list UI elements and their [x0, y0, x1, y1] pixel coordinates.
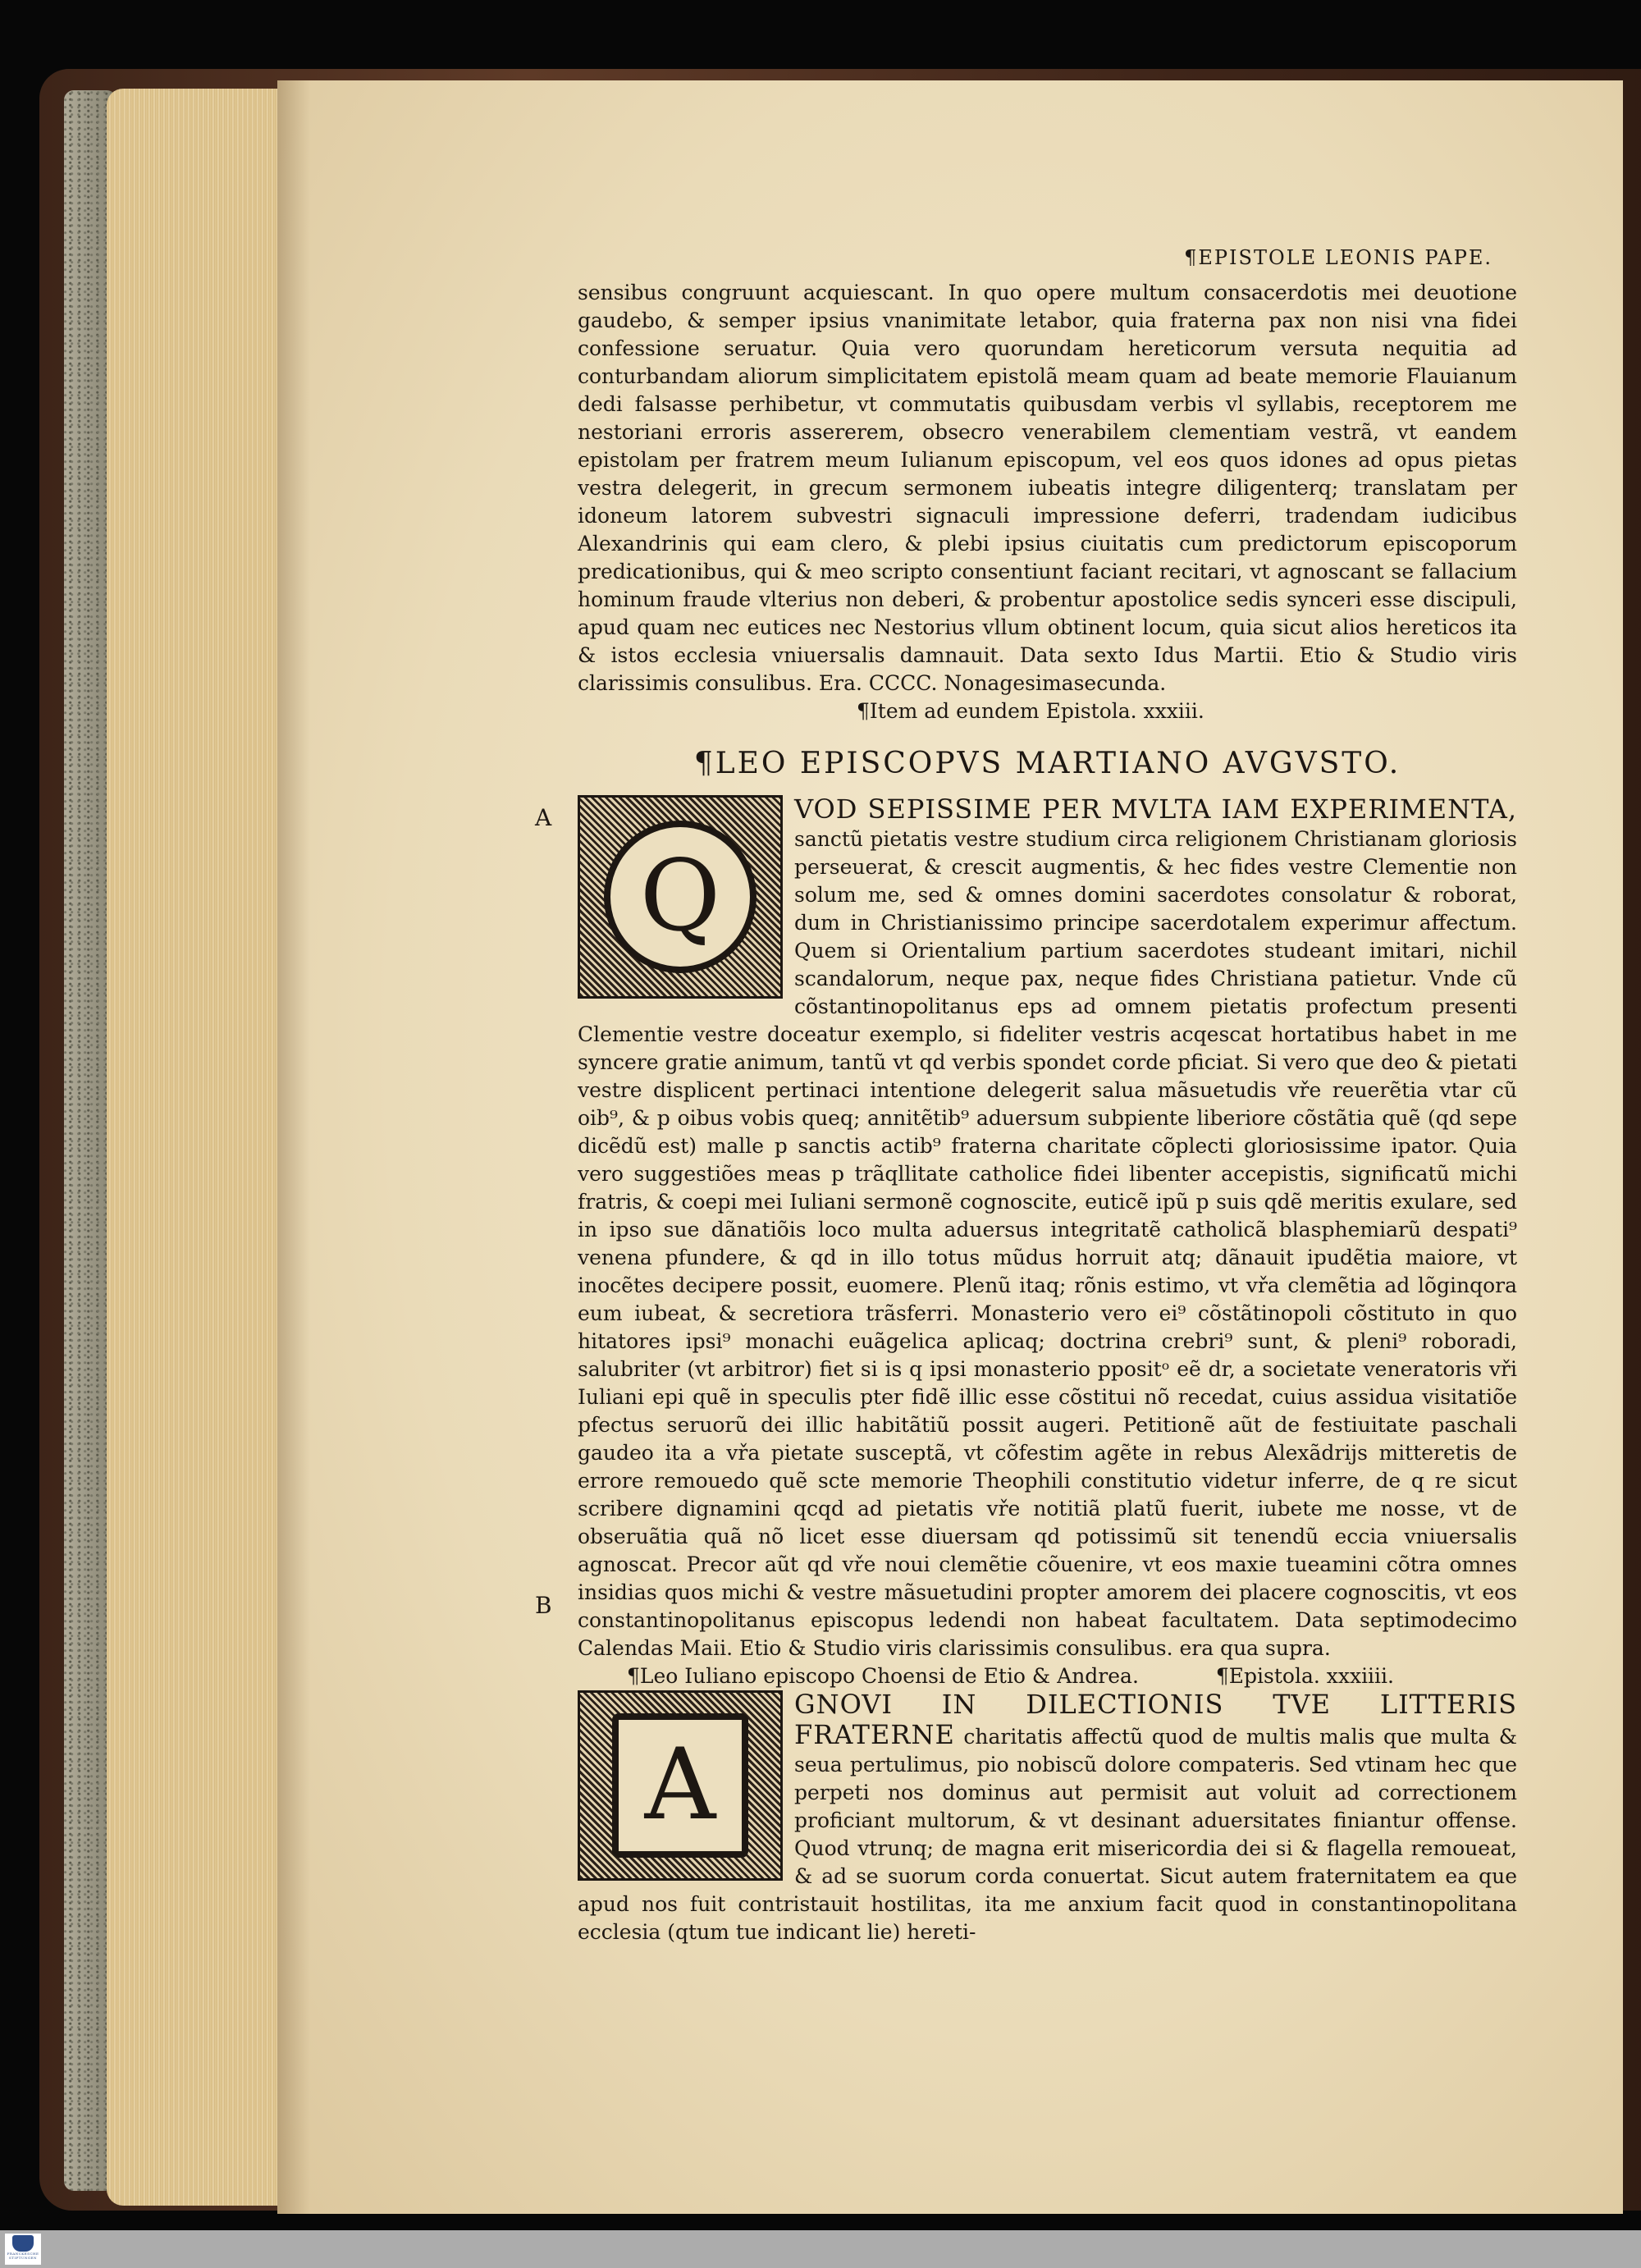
initial-letter-a: A	[644, 1728, 716, 1842]
page-edges	[107, 89, 281, 2206]
margin-marker-b: B	[535, 1592, 552, 1619]
letter-a-lead: VOD SEPISSIME PER MVLTA IAM EXPERIMENTA,	[794, 793, 1517, 825]
library-emblem-icon	[12, 2235, 34, 2252]
letter-a	[578, 795, 1517, 1662]
letter-b	[578, 1690, 1517, 1946]
library-logo[interactable]	[5, 2234, 41, 2265]
epistle-continuation-text: sensibus congruunt acquiescant. In quo opere multum consacerdotis mei deuotione gaudebo, & semper ipsius vnanimitate letabor, quia fraterna pax non nisi vna fidei confessione seruatur. Quia vero quorundam hereticorum versuta nequitia ad conturbandam aliorum simplicitatem epistolã meam quam ad beate memorie Flauianum dedi falsasse perhibetur, vt commutatis quibusdam verbis vl syllabis, receptorem me nestoriani erroris assererem, obsecro venerabilem clementiam vestrã, vt eandem epistolam per fratrem meum Iulianum episcopum, vel eos quos idones ad opus pietas vestra delegerit, in grecum sermonem iubeatis integre diligenterq; translatam per idoneum latorem subvestri signaculi impressione deferri, tradendam iudicibus Alexandrinis qui eam clero, & plebi ipsius ciuitatis cum predictorum episcoporum predicationibus, qui & meo scripto consentiunt faciant recitari, vt agnoscant se fallacium hominum fraude vlterius non deberi, & probentur apostolice sedis synceri esse discipuli, apud quam nec eutices nec Nestorius vllum obtinent locum, quia sicut alios hereticos ita & istos ecclesia vniuersalis damnauit. Data sexto Idus Martii. Etio & Studio viris clarissimis consulibus. Era. CCCC. Nonagesimasecunda.	[578, 281, 1517, 695]
initial-letter-q: Q	[639, 839, 721, 953]
library-logo-text: FRANCKESCHE STIFTUNGEN	[7, 2252, 39, 2260]
gutter-shadow	[277, 80, 310, 2214]
viewer-footer-bar	[0, 2230, 1641, 2268]
text-block	[578, 246, 1517, 1946]
epistle-caption: ¶Item ad eundem Epistola. xxxiii.	[857, 699, 1204, 723]
letter-b-body: charitatis affectũ quod de multis malis que multa & seua pertulimus, pio nobiscũ dolore compateris. Sed vtinam hec que perpeti nos dominus aut permisit aut voluit ad correctionem proficiant multorum, & vt desinant aduersitates finiantur offense. Quod vtrunq; de magna erit misericordia dei si & flagella remoueat, & ad se suorum corda conuertat. Sicut autem fraternitatem ea que apud nos fuit contristauit hostilitas, ita me anxium facit quod in constantinopolitana ecclesia (qtum tue indicant lie) hereti-	[578, 1725, 1517, 1944]
letter-b-captions	[578, 1662, 1517, 1690]
initial-frame	[604, 821, 757, 973]
letter-b-caption-right: ¶Epistola. xxxiiii.	[1215, 1664, 1394, 1688]
decorated-initial-a	[578, 1690, 783, 1881]
decorated-initial-q	[578, 795, 783, 999]
letter-a-body: sanctũ pietatis vestre studium circa religionem Christianam gloriosis perseuerat, & crescit augmentis, & hec fides vestre Clementie non solum me, sed & omnes domini sacerdotes consolatur & roborat, dum in Christianissimo principe sacerdotalem experimur affectum. Quem si Orientalium partium sacerdotes studeant imitari, nichil scandalorum, neque pax, neque fides Christiana patietur. Vnde cũ cõstantinopolitanus eps ad omnem pietatis profectum presenti Clementie vestre doceatur exemplo, si fideliter vestris acqescat hortatibus habet in me syncere gratie animum, tantũ vt qd verbis spondet corde pficiat. Si vero que deo & pietati vestre displicent pertinaci intentione delegerit salua mãsuetudis vře reuerẽtia vtar cũ oib⁹, & p oibus vobis queq; annitẽtib⁹ aduersum subpiente liberiore cõstãtia quẽ (qd sepe dicẽdũ est) malle p sanctis actib⁹ fraterna charitate cõplecti gloriosissime ipator. Quia vero suggestiões meas p trãqllitate catholice fidei libenter accepistis, significatũ michi fratris, & coepi mei Iuliani sermonẽ cognoscite, euticẽ ipũ p suis qdẽ meritis exulare, sed in ipso sue dãnatiõis loco multa aduersus integritatẽ catholicã blasphemiarũ despati⁹ venena pfundere, & qd in illo totus mũdus horruit atq; dãnauit ipudẽtia maiore, vt inocẽtes decipere possit, euomere. Plenũ itaq; rõnis estimo, vt vřa clemẽtia ad lõginqora eum iubeat, & secretiora trãsferri. Monasterio vero ei⁹ cõstãtinopoli cõstituto in quo hitatores ipsi⁹ monachi euãgelica aplicaq; doctrina crebri⁹ sunt, & pleni⁹ roboradi, salubriter (vt arbitror) fiet si is q ipsi monasterio ppositᵒ eẽ dr, a societate veneratoris vři Iuliani epi quẽ in speculis pter fidẽ illic esse cõstitui nõ recedat, cuius assidua visitatiõe pfectus seruorũ dei illic habitãtiũ possit augeri. Petitionẽ aũt de festiuitate paschali gaudeo ita a vřa pietate susceptã, vt cõfestim agẽte in rebus Alexãdrijs mitteretis de errore remouedo quẽ scte memorie Theophili constitutio videtur inferre, de q re sicut scribere dignamini qcqd ad pietatis vře notitiã platũ fuerit, iubete me nosse, vt de obseruãtia quã nõ licet esse diuersam qd potissimũ sit tenendũ eccia vniuersalis agnoscat. Precor aũt qd vře noui clemẽtie cõuenire, vt eos maxie tueamini cõtra omnes insidias quos michi & vestre mãsuetudini propter amorem dei placere cognoscitis, vt eos constantinopolitanus episcopus ledendi non habeat facultatem. Data septimodecimo Calendas Maii. Etio & Studio viris clarissimis consulibus. era qua supra.	[578, 827, 1517, 1660]
letter-b-caption-left: ¶Leo Iuliano episcopo Choensi de Etio & Andrea.	[627, 1664, 1139, 1688]
margin-marker-a: A	[535, 804, 552, 831]
running-head: ¶EPISTOLE LEONIS PAPE.	[1184, 246, 1492, 269]
initial-frame	[612, 1713, 748, 1858]
letter-title: ¶LEO EPISCOPVS MARTIANO AVGVSTO.	[693, 747, 1401, 780]
letter-b-lead: GNOVI IN DILECTIONIS TVE LITTERIS FRATERNE	[794, 1689, 1517, 1750]
